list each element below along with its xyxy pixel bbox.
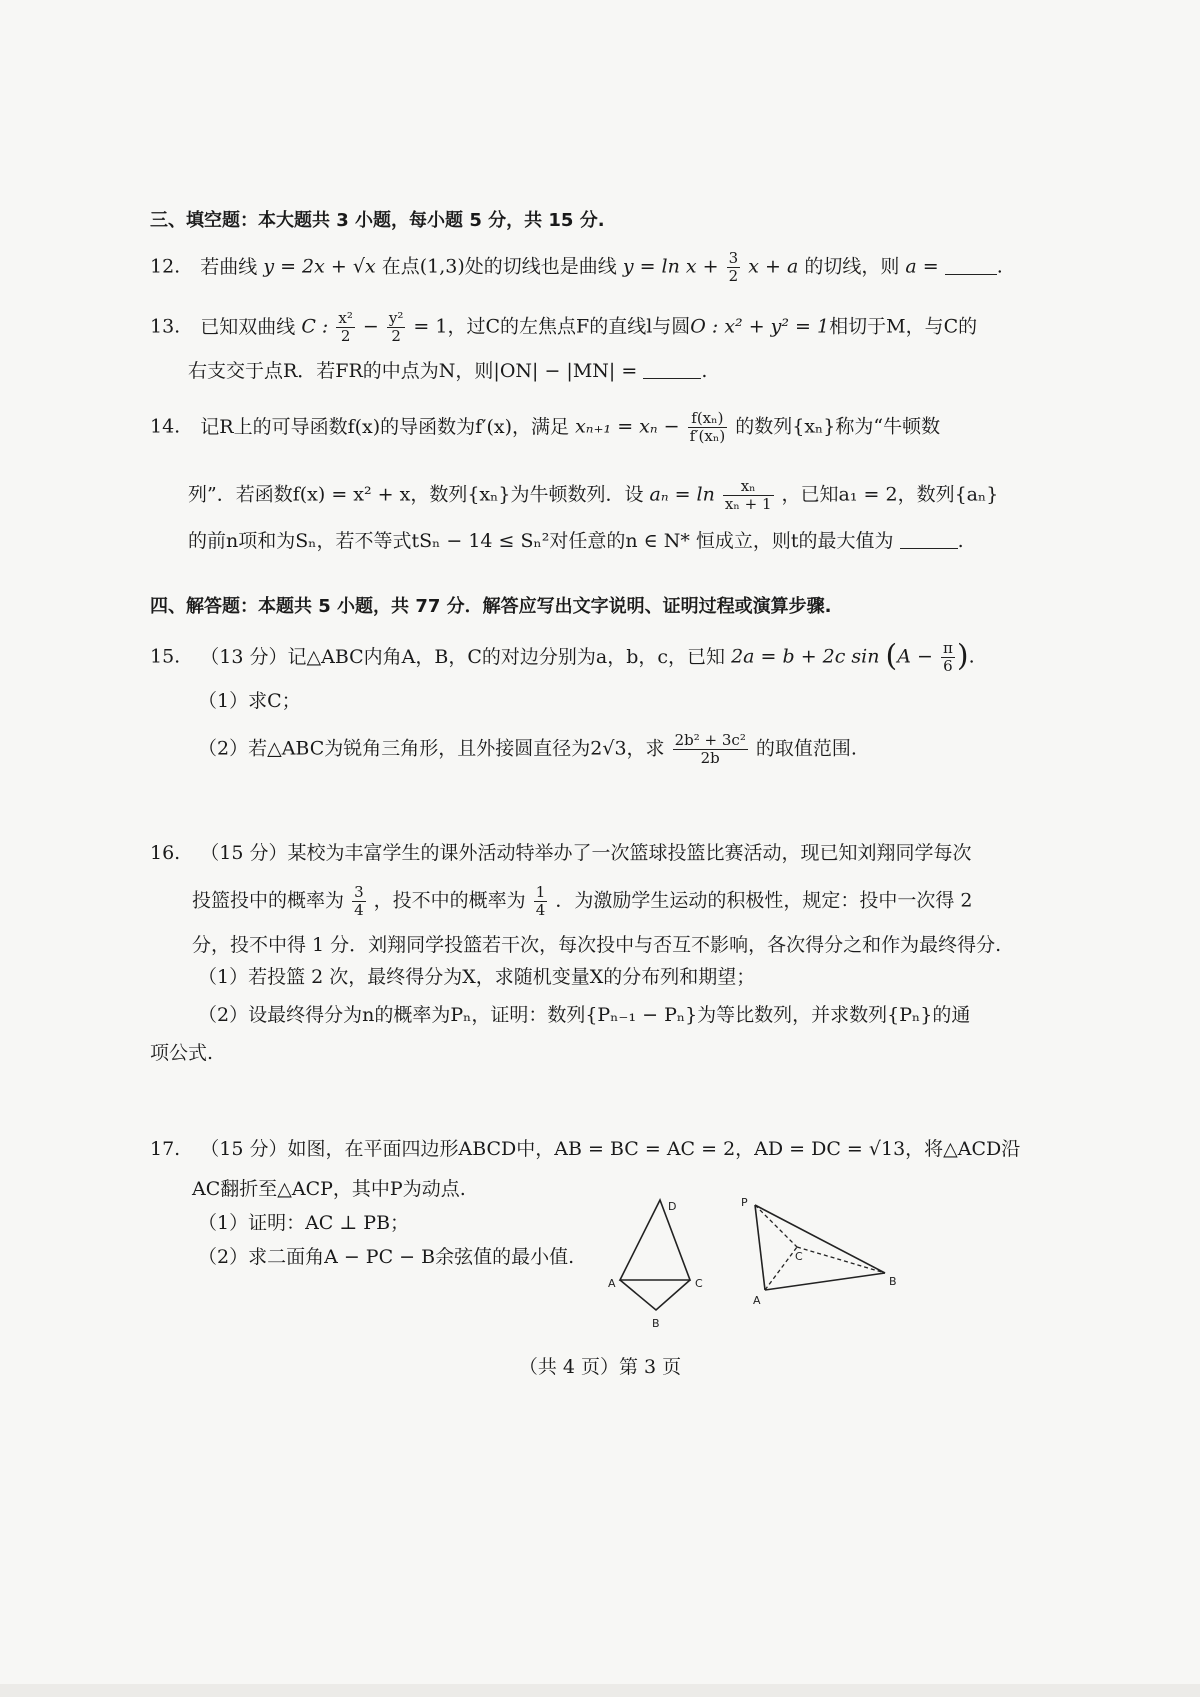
q15-range-fraction: $\frac{\text{2b² + 3c²}}{2b}$ (674, 731, 746, 767)
q17-part1: （1）证明：AC ⊥ PB； (198, 1212, 410, 1234)
fig1-label-d: D (668, 1200, 677, 1213)
triangle-acd-edges (620, 1200, 690, 1280)
question-16-line3: 分，投不中得 1 分．刘翔同学投篮若干次，每次投中与否互不影响，各次得分之和作为最终得分. (192, 934, 1002, 956)
q14-answer-blank (900, 530, 958, 549)
edge-pc-hidden (755, 1205, 797, 1247)
fig2-label-b: B (889, 1275, 897, 1288)
fig1-label-b: B (652, 1317, 660, 1330)
q15-pi-fraction: $\frac{\pi}{6}$ (943, 639, 953, 675)
q12-curve2b: x + a (748, 255, 799, 278)
q13-y-fraction: $\frac{\text{y²}}{2}$ (388, 309, 404, 345)
q13-answer-blank (643, 360, 701, 379)
q16-number: 16. (150, 842, 181, 864)
q16-part2-continued: 项公式. (150, 1042, 214, 1064)
edge-ac-hidden (765, 1247, 797, 1290)
q12-answer-blank (945, 256, 997, 275)
edge-cb-hidden (797, 1247, 885, 1273)
question-16: 16. （15 分）某校为丰富学生的课外活动特举办了一次篮球投篮比赛活动，现已知刘翔同学每次 (150, 842, 972, 864)
edges-ab-bc (620, 1280, 690, 1310)
question-14-line2: 列”．若函数f(x) = x² + x，数列{xₙ}为牛顿数列．设 aₙ = ln $\frac{\text{xₙ}}{\text{xₙ + 1}}$ ，已知a₁ = 2，数列{aₙ} (188, 477, 999, 513)
fig1-label-a: A (608, 1277, 616, 1290)
question-17-line2: AC翻折至△ACP，其中P为动点. (192, 1178, 466, 1200)
q12-ask: a = (905, 255, 939, 278)
q13-x-fraction: $\frac{\text{x²}}{2}$ (338, 309, 353, 345)
section-3-title: 三、填空题：本大题共 3 小题，每小题 5 分，共 15 分. (150, 210, 605, 231)
question-17: 17. （15 分）如图，在平面四边形ABCD中，AB = BC = AC = 2，AD = DC = √13，将△ACD沿 (150, 1138, 1021, 1160)
q12-mid: 在点(1,3)处的切线也是曲线 (381, 255, 617, 278)
q16-miss-probability: $\frac{1}{4}$ (535, 883, 546, 919)
q15-part1: （1）求C； (198, 690, 301, 712)
q14-number: 14. (150, 415, 181, 438)
question-13-line2: 右支交于点R．若FR的中点为N，则|ON| − |MN| = . (188, 360, 708, 382)
q15-number: 15. (150, 645, 181, 668)
fig2-label-p: P (741, 1196, 748, 1209)
question-14: 14. 记R上的可导函数f(x)的导函数为f′(x)，满足 xₙ₊₁ = xₙ − $\frac{\text{f(xₙ)}}{\text{f′(xₙ)}}$ 的数列{xₙ}称为“牛顿数 (150, 409, 941, 445)
question-13: 13. 已知双曲线 C : $\frac{\text{x²}}{2}$ − $\frac{\text{y²}}{2}$ = 1，过C的左焦点F的直线l与圆O : x² + y² = 1相切于M，与C的 (150, 309, 978, 345)
section-4-title: 四、解答题：本题共 5 小题，共 77 分．解答应写出文字说明、证明过程或演算步骤. (150, 596, 832, 617)
q12-number: 12. (150, 255, 181, 278)
figure-tetrahedron-pabc (735, 1190, 905, 1310)
q14-an-fraction: $\frac{\text{xₙ}}{\text{xₙ + 1}}$ (724, 477, 772, 513)
q15-part2: （2）若△ABC为锐角三角形，且外接圆直径为2√3，求 $\frac{\text{2b² + 3c²}}{2b}$ 的取值范围. (198, 731, 857, 767)
q12-curve1: y = 2x + √x (263, 255, 376, 278)
q16-hit-probability: $\frac{3}{4}$ (354, 883, 364, 919)
q16-part2: （2）设最终得分为n的概率为Pₙ，证明：数列{Pₙ₋₁ − Pₙ}为等比数列，并求数列{Pₙ}的通 (198, 1004, 971, 1026)
q13-number: 13. (150, 315, 181, 338)
fig2-label-a: A (753, 1294, 761, 1307)
fig1-label-c: C (695, 1277, 703, 1290)
question-15: 15. （13 分）记△ABC内角A，B，C的对边分别为a，b，c，已知 2a = b + 2c sin (A − $\frac{\pi}{6}$ ). (150, 638, 975, 675)
fig2-label-c: C (795, 1250, 803, 1263)
q12-curve2a: y = ln x + (622, 255, 719, 278)
question-14-line3: 的前n项和为Sₙ，若不等式tSₙ − 14 ≤ Sₙ²对任意的n ∈ N* 恒成立，则t的最大值为 . (188, 530, 964, 552)
figure-quadrilateral-abcd (600, 1190, 720, 1340)
page-footer: （共 4 页）第 3 页 (518, 1356, 682, 1378)
q17-number: 17. (150, 1138, 181, 1160)
q14-newton-fraction: $\frac{\text{f(xₙ)}}{\text{f′(xₙ)}}$ (689, 409, 726, 445)
q12-fraction: $\frac{3}{2}$ (728, 249, 739, 285)
q17-part2: （2）求二面角A − PC − B余弦值的最小值. (198, 1246, 575, 1268)
q12-pre: 若曲线 (200, 255, 258, 278)
scan-bottom-edge (0, 1684, 1200, 1697)
edge-pa (755, 1205, 765, 1290)
edge-ab (765, 1273, 885, 1290)
q16-part1: （1）若投篮 2 次，最终得分为X，求随机变量X的分布列和期望； (198, 966, 756, 988)
question-12: 12. 若曲线 y = 2x + √x 在点(1,3)处的切线也是曲线 y = ln x + $\frac{3}{2}$ x + a 的切线，则 a = . (150, 249, 1003, 285)
edge-pb (755, 1205, 885, 1273)
question-16-line2: 投篮投中的概率为 $\frac{3}{4}$ ，投不中的概率为 $\frac{1}{4}$ ．为激励学生运动的积极性，规定：投中一次得 2 (192, 883, 973, 919)
q12-post: 的切线，则 (804, 255, 900, 278)
